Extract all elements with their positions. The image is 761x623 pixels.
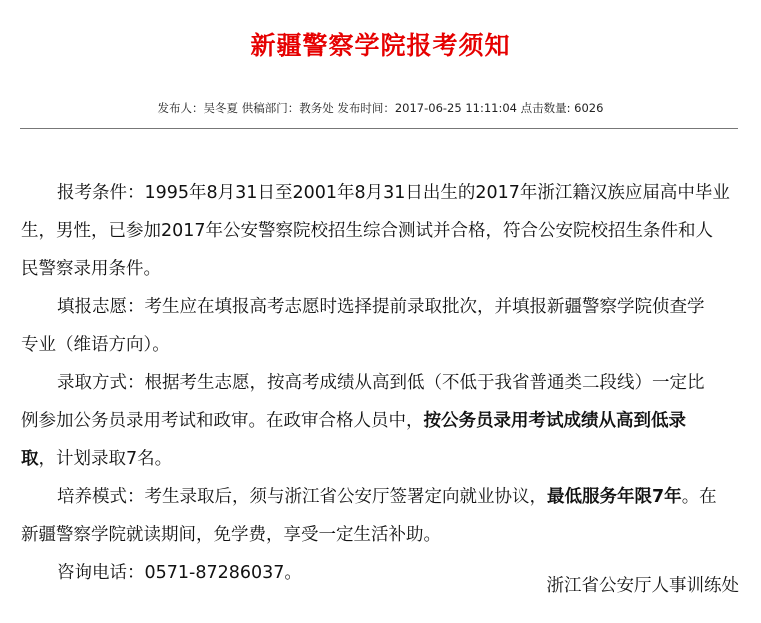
paragraph-training-line: 新疆警察学院就读期间，免学费，享受一定生活补助。 <box>21 525 441 545</box>
text: ，计划录取7名。 <box>38 449 173 469</box>
text: 培养模式：考生录取后，须与浙江省公安厅签署定向就业协议， <box>57 487 547 507</box>
paragraph-admission-line <box>21 402 743 440</box>
paragraph-application-line: 专业（维语方向）。 <box>21 335 170 355</box>
paragraph-contact: 咨询电话：0571-87286037。 <box>57 563 302 583</box>
signature: 浙江省公安厅人事训练处 <box>546 576 739 596</box>
paragraph-admission-line <box>21 440 743 478</box>
bold-text: 最低服务年限7年 <box>547 487 682 507</box>
paragraph-conditions-line: 生，男性，已参加2017年公安警察院校招生综合测试并合格，符合公安院校招生条件和人 <box>21 221 714 241</box>
article-body <box>21 174 743 592</box>
bold-text: 取 <box>21 449 39 469</box>
article-meta: 发布人：吴冬夏 供稿部门：教务处 发布时间：2017-06-25 11:11:04 点击数量: 6026 <box>157 101 604 115</box>
paragraph-conditions-line: 报考条件：1995年8月31日至2001年8月31日出生的2017年浙江籍汉族应届高中毕业 <box>57 183 730 203</box>
page-title: 新疆警察学院报考须知 <box>250 31 511 60</box>
text: 。在 <box>681 487 717 507</box>
bold-text: 按公务员录用考试成绩从高到低录 <box>423 411 686 431</box>
paragraph-application-line: 填报志愿：考生应在填报高考志愿时选择提前录取批次，并填报新疆警察学院侦查学 <box>57 297 705 317</box>
paragraph-admission-line: 录取方式：根据考生志愿，按高考成绩从高到低（不低于我省普通类二段线）一定比 <box>57 373 705 393</box>
divider <box>20 128 738 129</box>
text: 例参加公务员录用考试和政审。在政审合格人员中， <box>21 411 424 431</box>
paragraph-conditions-line: 民警察录用条件。 <box>21 259 161 279</box>
paragraph-training-line <box>21 478 743 516</box>
